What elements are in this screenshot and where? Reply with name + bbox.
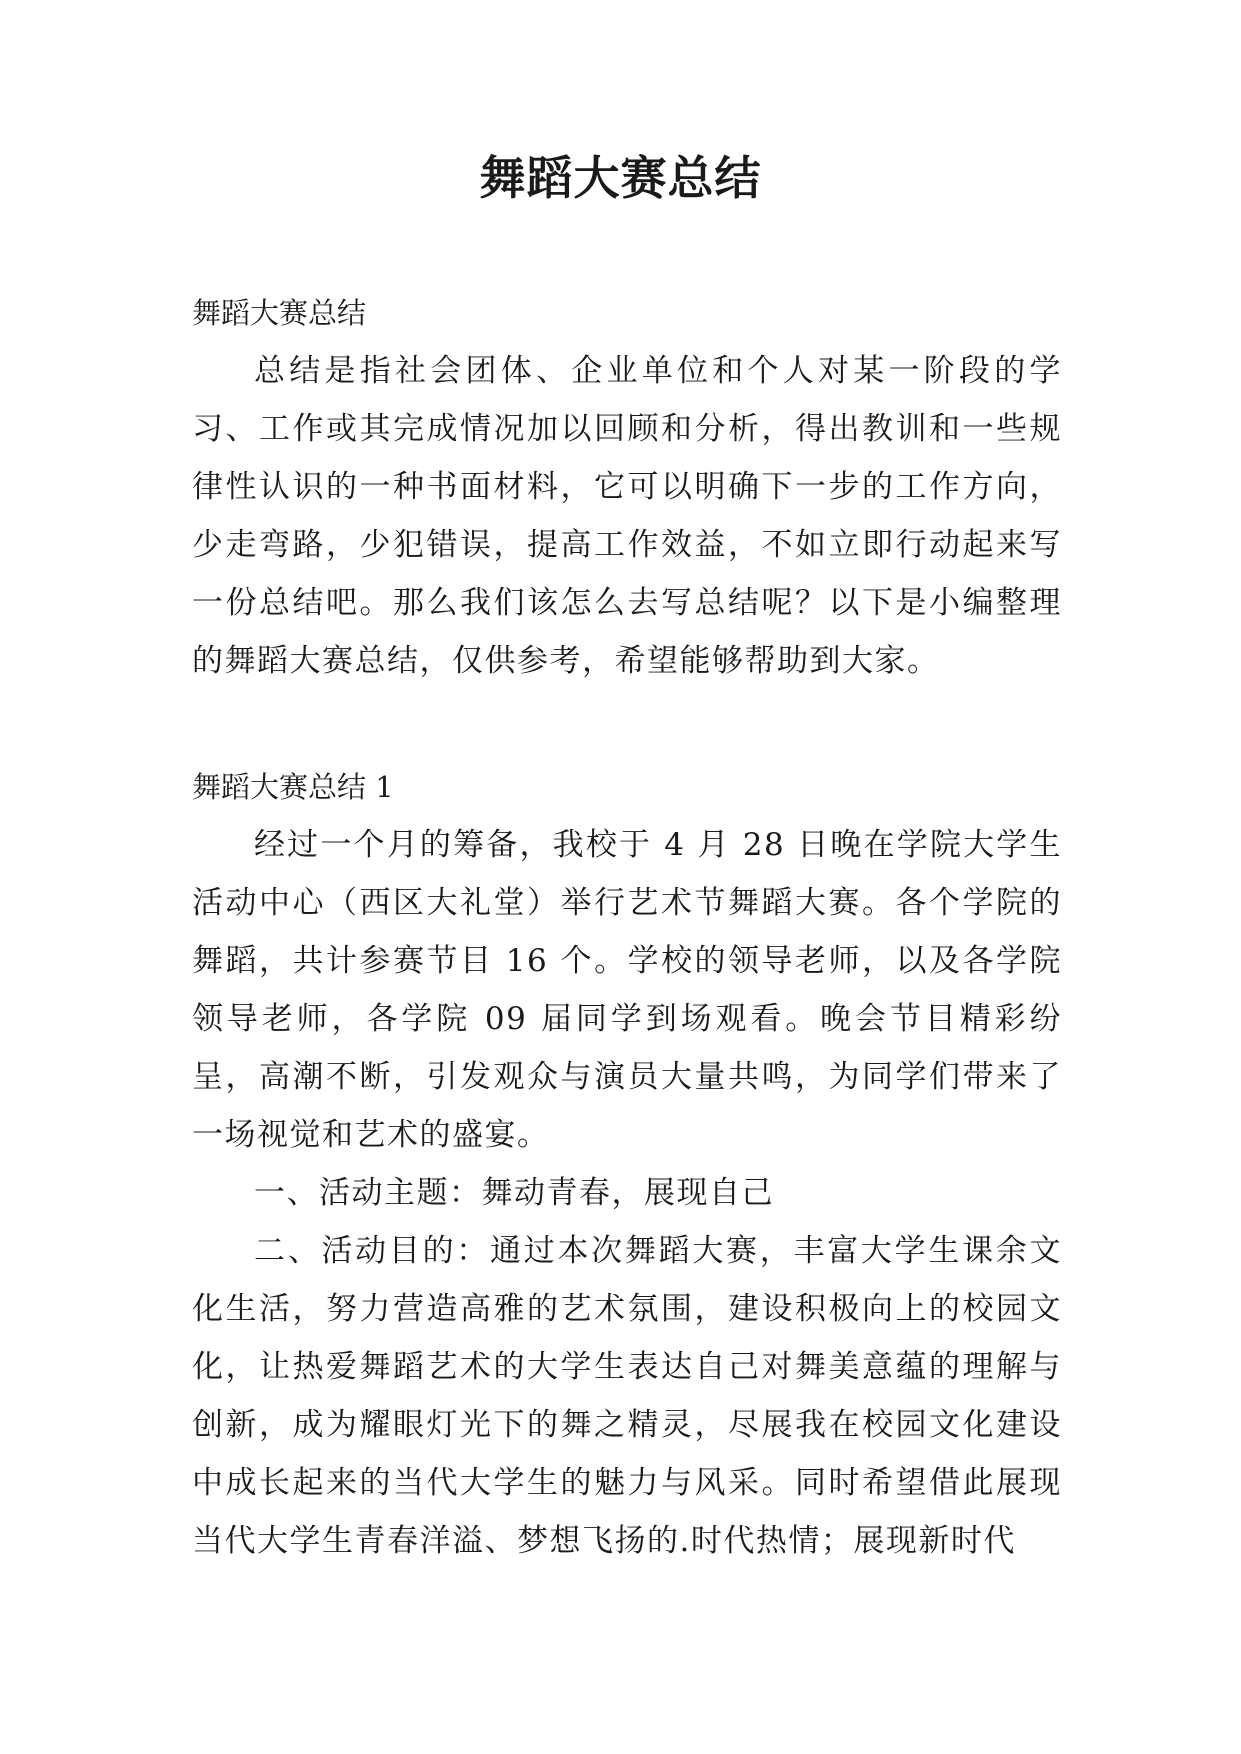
document-title: 舞蹈大赛总结 xyxy=(479,151,762,205)
section1-paragraph-3: 二、活动目的：通过本次舞蹈大赛，丰富大学生课余文化生活，努力营造高雅的艺术氛围，建设积极向上的校园文化，让热爱舞蹈艺术的大学生表达自己对舞美意蕴的理解与创新，成为耀眼灯光下的舞之精灵，尽展我在校园文化建设中成长起来的当代大学生的魅力与风采。同时希望借此展现当代大学生青春洋溢、梦想飞扬的.时代热情；展现新时代 xyxy=(192,1233,1062,1559)
section1-heading: 舞蹈大赛总结 1 xyxy=(192,770,394,804)
section1-paragraph-1: 经过一个月的筹备，我校于 4 月 28 日晚在学院大学生活动中心（西区大礼堂）举行艺术节舞蹈大赛。各个学院的舞蹈，共计参赛节目 16 个。学校的领导老师，以及各学院领导老师，各学院 09 届同学到场观看。晚会节目精彩纷呈，高潮不断，引发观众与演员大量共鸣，为同学们带来了一场视觉和艺术的盛宴。 xyxy=(192,827,1062,1153)
section-gap xyxy=(192,690,1062,758)
document-body xyxy=(192,284,1062,1570)
intro-paragraph: 总结是指社会团体、企业单位和个人对某一阶段的学习、工作或其完成情况加以回顾和分析，得出教训和一些规律性认识的一种书面材料，它可以明确下一步的工作方向，少走弯路，少犯错误，提高工作效益，不如立即行动起来写一份总结吧。那么我们该怎么去写总结呢？以下是小编整理的舞蹈大赛总结，仅供参考，希望能够帮助到大家。 xyxy=(192,353,1062,679)
intro-heading: 舞蹈大赛总结 xyxy=(192,296,367,330)
section1-paragraph-2: 一、活动主题：舞动青春，展现自己 xyxy=(254,1175,774,1211)
